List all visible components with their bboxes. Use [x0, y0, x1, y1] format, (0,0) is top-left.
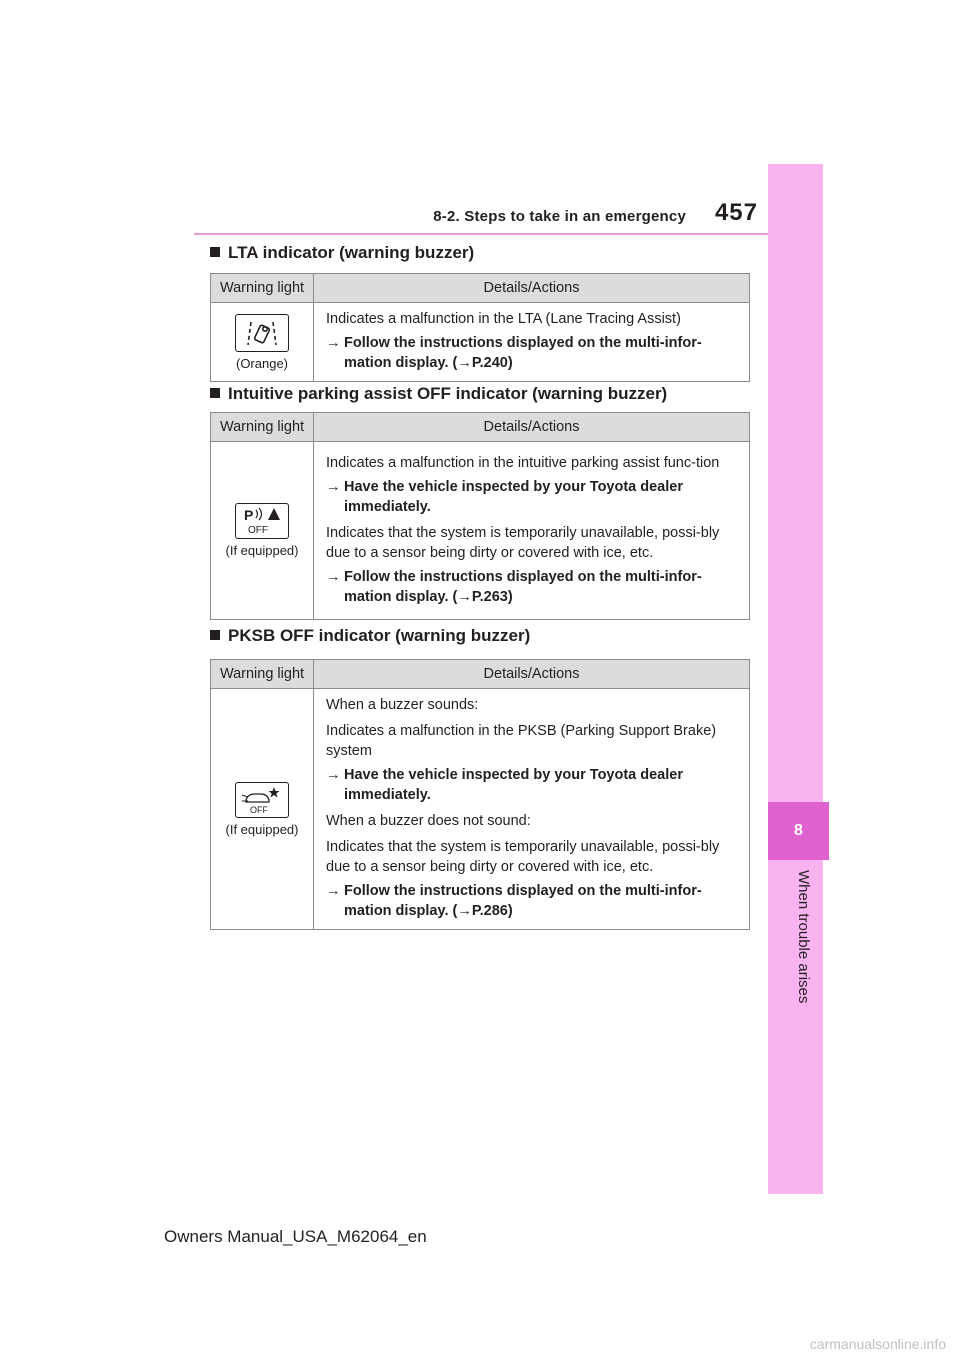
arrow-icon: →: [326, 478, 341, 495]
arrow-icon: →: [326, 883, 341, 899]
icon-caption: (If equipped): [225, 821, 299, 837]
detail-text: Indicates a malfunction in the PKSB (Parking Support Brake) system: [326, 723, 717, 759]
svg-text:OFF: OFF: [248, 525, 268, 536]
svg-text:P: P: [244, 507, 254, 523]
lta-steering-lane-icon: [235, 314, 289, 352]
action-item: → Have the vehicle inspected by your Toyota dealer immediately.: [326, 767, 683, 803]
svg-text:OFF: OFF: [250, 804, 268, 815]
action-item: → Follow the instructions displayed on the multi-infor-mation display. (→P.263): [326, 568, 702, 605]
header-details-actions: Details/Actions: [314, 660, 750, 689]
table-row: [211, 442, 750, 620]
detail-text: When a buzzer sounds:: [326, 697, 479, 713]
action-item: → Follow the instructions displayed on the multi-infor-mation display. (→P.286): [326, 883, 702, 919]
header-details-actions: Details/Actions: [314, 274, 750, 303]
watermark: carmanualsonline.info: [809, 1336, 946, 1352]
section-heading-lta: LTA indicator (warning buzzer): [210, 243, 474, 263]
section-title: 8-2. Steps to take in an emergency: [433, 208, 686, 225]
parking-assist-off-icon: [235, 503, 289, 539]
table-header-row: [211, 660, 750, 689]
chapter-label: When trouble arises: [795, 870, 812, 1004]
table-header-row: [211, 274, 750, 303]
warning-light-cell: [211, 303, 314, 382]
table-row: [211, 303, 750, 382]
section-heading-parking-assist: Intuitive parking assist OFF indicator (warning buzzer): [210, 384, 667, 404]
detail-text: When a buzzer does not sound:: [326, 813, 531, 829]
square-bullet-icon: [210, 388, 220, 398]
arrow-icon: →: [326, 568, 341, 585]
warning-light-cell: [211, 689, 314, 930]
chapter-number: 8: [768, 802, 829, 860]
header-warning-light: Warning light: [211, 413, 314, 442]
details-cell: [314, 303, 750, 382]
detail-text: Indicates that the system is temporarily unavailable, possi-bly due to a sensor being dirty or covered with ice, etc.: [326, 524, 720, 561]
icon-caption: (If equipped): [225, 543, 299, 558]
section-heading-pksb: PKSB OFF indicator (warning buzzer): [210, 626, 530, 646]
warning-table-pksb: [210, 659, 750, 930]
table-header-row: [211, 413, 750, 442]
footer-doc-id: Owners Manual_USA_M62064_en: [164, 1227, 427, 1246]
icon-caption: (Orange): [235, 355, 289, 371]
chapter-side-tab: [768, 164, 823, 1194]
header-details-actions: Details/Actions: [314, 413, 750, 442]
detail-text: Indicates that the system is temporarily unavailable, possi-bly due to a sensor being dirty or covered with ice, etc.: [326, 839, 720, 875]
square-bullet-icon: [210, 247, 220, 257]
detail-text: Indicates a malfunction in the intuitive parking assist func-tion: [326, 454, 720, 471]
action-item: → Have the vehicle inspected by your Toyota dealer immediately.: [326, 478, 683, 515]
arrow-icon: →: [326, 767, 341, 783]
header-warning-light: Warning light: [211, 660, 314, 689]
warning-light-cell: [211, 442, 314, 620]
action-item: → Follow the instructions displayed on the multi-infor-mation display. (→P.240): [326, 335, 702, 371]
square-bullet-icon: [210, 630, 220, 640]
header-warning-light: Warning light: [211, 274, 314, 303]
detail-text: Indicates a malfunction in the LTA (Lane Tracing Assist): [326, 311, 681, 327]
details-cell: [314, 689, 750, 930]
warning-table-parking-assist: [210, 412, 750, 620]
header-divider: [194, 233, 768, 235]
page-number: 457: [714, 199, 758, 226]
details-cell: [314, 442, 750, 620]
warning-table-lta: [210, 273, 750, 382]
arrow-icon: →: [326, 335, 341, 351]
table-row: [211, 689, 750, 930]
pksb-off-icon: [235, 782, 289, 818]
